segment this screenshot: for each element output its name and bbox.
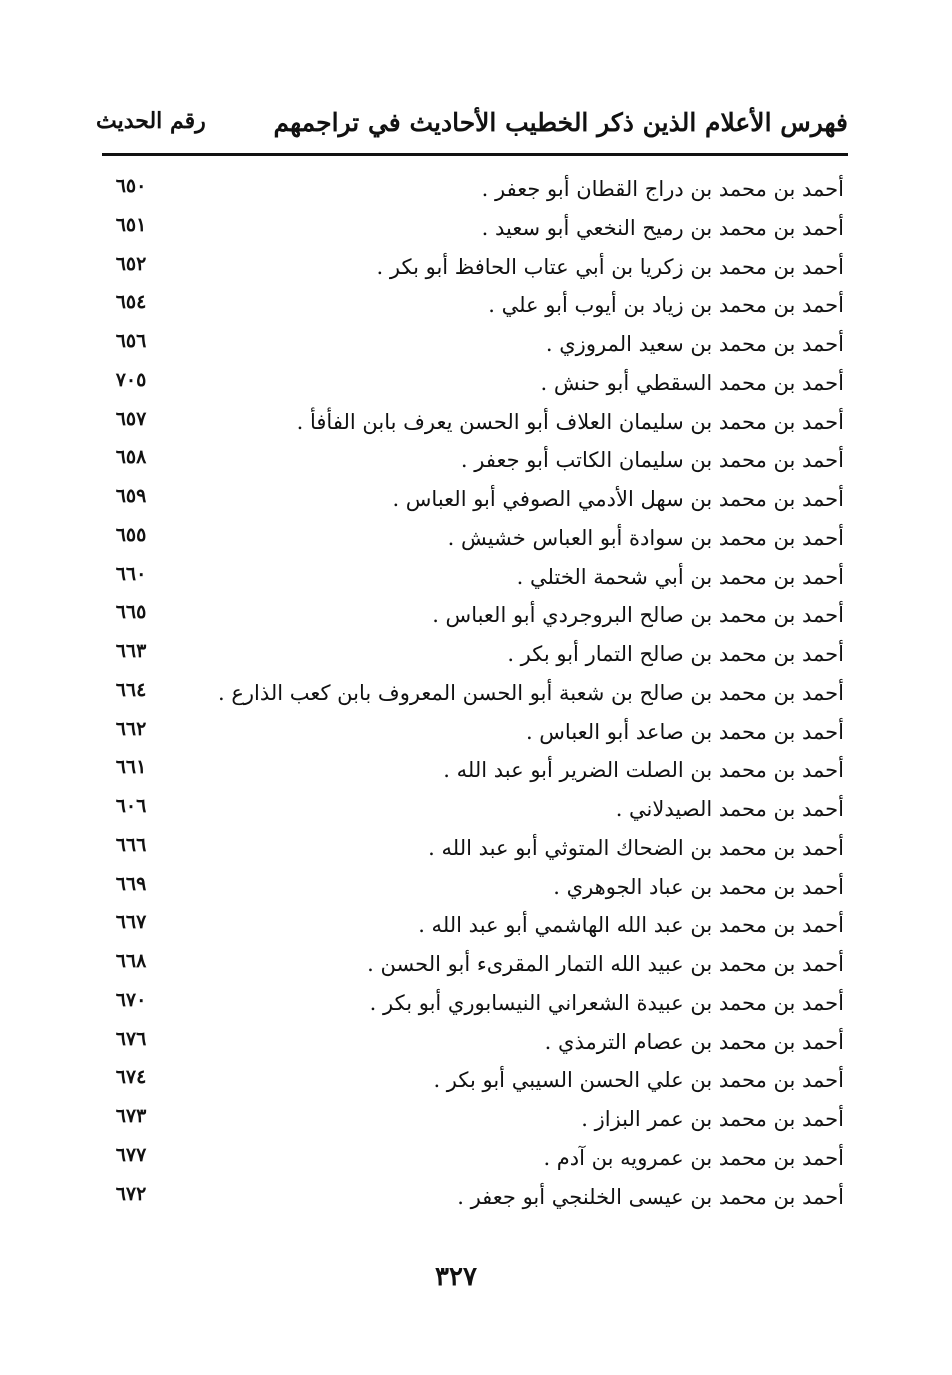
index-entry-row — [100, 1064, 848, 1103]
entry-hadith-number: ٦٧٣ — [115, 1105, 147, 1127]
entry-name: أحمد بن محمد بن عبد الله الهاشمي أبو عبد الله . — [418, 913, 844, 938]
entry-name: أحمد بن محمد بن الضحاك المتوثي أبو عبد الله . — [428, 835, 844, 860]
index-entry-row — [100, 599, 848, 638]
entry-hadith-number: ٦٧٧ — [115, 1143, 147, 1166]
entry-hadith-number: ٦٦٣ — [115, 640, 147, 662]
index-entry-row — [100, 987, 848, 1026]
index-entry-row — [100, 871, 848, 910]
entry-hadith-number: ٦٦١ — [115, 756, 147, 779]
entry-hadith-number: ٦٦٧ — [115, 911, 147, 934]
entry-name: أحمد بن محمد بن سعيد المروزي . — [545, 332, 844, 356]
entry-hadith-number: ٦٦٩ — [115, 872, 147, 895]
index-entry-row — [100, 1103, 848, 1142]
entry-name: أحمد بن محمد بن صاعد أبو العباس . — [525, 719, 844, 744]
header-divider — [102, 153, 848, 156]
index-entry-row — [100, 444, 848, 483]
entry-hadith-number: ٦٦٦ — [115, 833, 147, 856]
entry-name: أحمد بن محمد بن زكريا بن أبي عتاب الحافظ أبو بكر . — [376, 254, 844, 279]
entry-hadith-number: ٦٦٤ — [115, 678, 147, 701]
index-title: فهرس الأعلام الذين ذكر الخطيب الأحاديث في تراجمهم — [273, 108, 848, 137]
entry-hadith-number: ٦٥٠ — [115, 175, 147, 197]
index-entry-row — [100, 638, 848, 677]
entry-name: أحمد بن محمد بن عمر البزاز . — [581, 1107, 844, 1131]
entry-name: أحمد بن محمد بن سليمان الكاتب أبو جعفر . — [460, 448, 844, 473]
entry-name: أحمد بن محمد بن صالح البروجردي أبو العباس . — [432, 603, 844, 628]
entry-name: أحمد بن محمد بن زياد بن أيوب أبو علي . — [488, 293, 844, 318]
entry-hadith-number: ٦٧٢ — [115, 1182, 147, 1205]
entry-name: أحمد بن محمد بن أبي شحمة الختلي . — [516, 564, 844, 589]
entry-name: أحمد بن محمد السقطي أبو حنش . — [540, 370, 844, 395]
index-entry-row — [100, 716, 848, 755]
index-entry-row — [100, 173, 848, 212]
entry-hadith-number: ٦٥٢ — [115, 252, 147, 275]
index-entry-row — [100, 406, 848, 445]
entry-name: أحمد بن محمد بن عباد الجوهري . — [553, 874, 844, 899]
index-entry-row — [100, 1181, 848, 1220]
index-entry-row — [100, 793, 848, 832]
entry-name: أحمد بن محمد بن علي الحسن السيبي أبو بكر . — [433, 1068, 844, 1093]
entry-name: أحمد بن محمد بن عبيد الله التمار المقرىء أبو الحسن . — [367, 952, 844, 976]
entry-hadith-number: ٧٠٥ — [115, 368, 147, 391]
entry-name: أحمد بن محمد بن عبيدة الشعراني النيسابوري أبو بكر . — [369, 990, 844, 1015]
entry-hadith-number: ٦٧٤ — [115, 1066, 147, 1089]
entry-hadith-number: ٦٦٨ — [115, 950, 147, 972]
entry-name: أحمد بن محمد بن سهل الأدمي الصوفي أبو العباس . — [392, 487, 844, 511]
index-entry-row — [100, 948, 848, 987]
entry-name: أحمد بن محمد بن سوادة أبو العباس خشيش . — [447, 525, 844, 550]
entry-name: أحمد بن محمد بن عمرويه بن آدم . — [543, 1145, 844, 1170]
entry-name: أحمد بن محمد بن عصام الترمذي . — [544, 1029, 844, 1054]
entry-hadith-number: ٦٦٥ — [115, 601, 147, 624]
entry-name: أحمد بن محمد بن رميح النخعي أبو سعيد . — [481, 215, 844, 240]
index-entry-row — [100, 1026, 848, 1065]
entry-name: أحمد بن محمد بن دراج القطان أبو جعفر . — [481, 177, 844, 201]
index-entry-row — [100, 251, 848, 290]
entry-hadith-number: ٦٦٢ — [115, 717, 147, 740]
index-entry-row — [100, 367, 848, 406]
entry-hadith-number: ٦٥٦ — [115, 330, 147, 352]
entry-name: أحمد بن محمد بن الصلت الضرير أبو عبد الله . — [443, 758, 844, 783]
entry-hadith-number: ٦٥١ — [115, 213, 147, 236]
entry-hadith-number: ٦٥٤ — [115, 291, 147, 314]
entry-hadith-number: ٦٥٧ — [115, 407, 147, 430]
entry-hadith-number: ٦٧٠ — [115, 988, 147, 1011]
entry-name: أحمد بن محمد الصيدلاني . — [615, 797, 844, 821]
index-entry-row — [100, 561, 848, 600]
entry-hadith-number: ٦٧٦ — [115, 1027, 147, 1050]
entry-hadith-number: ٦٠٦ — [115, 795, 147, 817]
entry-name: أحمد بن محمد بن صالح التمار أبو بكر . — [507, 642, 844, 666]
index-entry-row — [100, 909, 848, 948]
page-number: ٣٢٧ — [435, 1262, 477, 1292]
entry-hadith-number: ٦٥٥ — [115, 523, 147, 546]
hadith-number-column-label: رقم الحديث — [96, 108, 206, 134]
index-entry-row — [100, 212, 848, 251]
index-entry-row — [100, 754, 848, 793]
entry-hadith-number: ٦٥٨ — [115, 446, 147, 469]
index-entries-list — [100, 173, 848, 1219]
index-entry-row — [100, 483, 848, 522]
index-entry-row — [100, 832, 848, 871]
entry-name: أحمد بن محمد بن عيسى الخلنجي أبو جعفر . — [457, 1184, 844, 1209]
entry-hadith-number: ٦٥٩ — [115, 485, 147, 507]
index-entry-row — [100, 1142, 848, 1181]
entry-name: أحمد بن محمد بن صالح بن شعبة أبو الحسن المعروف بابن كعب الذارع . — [217, 680, 844, 705]
index-entry-row — [100, 677, 848, 716]
index-entry-row — [100, 328, 848, 367]
page-header — [96, 108, 848, 148]
entry-hadith-number: ٦٦٠ — [115, 562, 147, 585]
entry-name: أحمد بن محمد بن سليمان العلاف أبو الحسن يعرف بابن الفأفأ . — [296, 409, 844, 434]
index-entry-row — [100, 289, 848, 328]
index-entry-row — [100, 522, 848, 561]
